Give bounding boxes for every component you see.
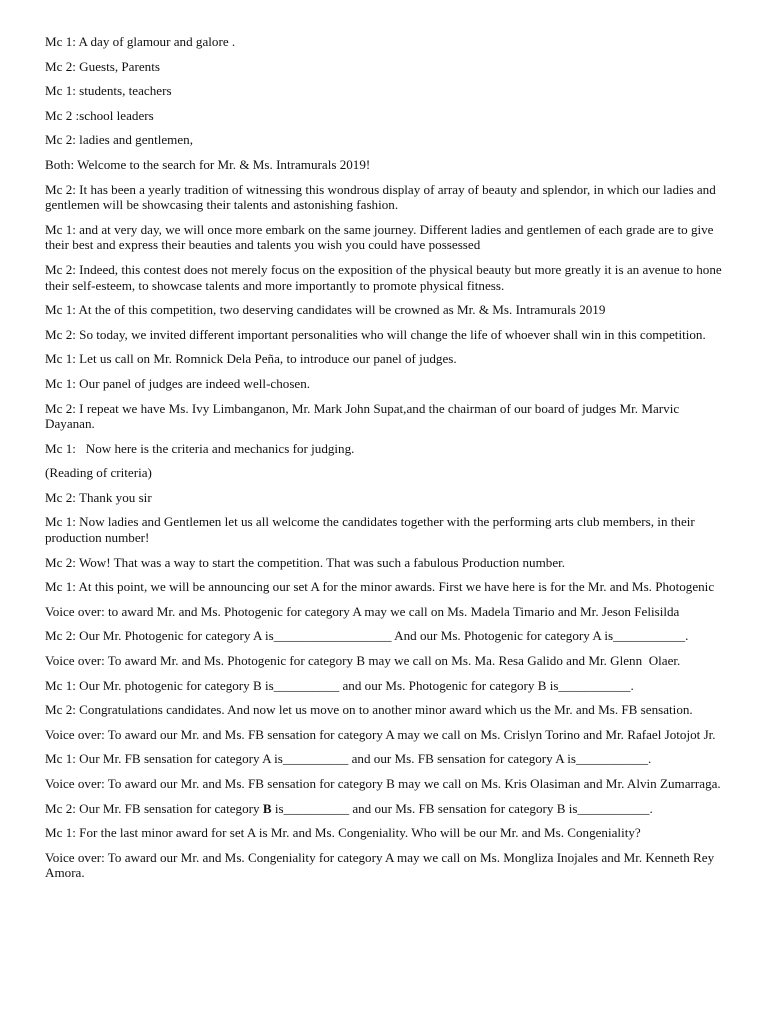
paragraph: Voice over: to award Mr. and Ms. Photogenic for category A may we call on Ms. Madela Timario and Mr. Jeson Felisilda (45, 603, 680, 619)
paragraph: Mc 2: Congratulations candidates. And now let us move on to another minor award which us the Mr. and Ms. FB sensation. (45, 702, 693, 718)
paragraph: Mc 2: Guests, Parents (45, 58, 160, 74)
paragraph: Mc 2: So today, we invited different important personalities who will change the life of whoever shall win in this competition. (45, 326, 706, 342)
paragraph: Voice over: To award our Mr. and Ms. FB sensation for category A may we call on Ms. Crislyn Torino and Mr. Rafael Jotojot Jr. (45, 726, 716, 742)
paragraph: Mc 1: At the of this competition, two deserving candidates will be crowned as Mr. & Ms. Intramurals 2019 (45, 302, 606, 318)
paragraph: Mc 2 :school leaders (45, 107, 154, 123)
paragraph-text: Mc 2: Our Mr. FB sensation for category (45, 800, 263, 816)
paragraph: Mc 2: ladies and gentlemen, (45, 132, 193, 148)
paragraph: Mc 1: For the last minor award for set A is Mr. and Ms. Congeniality. Who will be our Mr. and Ms. Congeniality? (45, 825, 641, 841)
paragraph-text: is__________ and our Ms. FB sensation for category B is___________. (271, 800, 653, 816)
paragraph: Voice over: To award our Mr. and Ms. Congeniality for category A may we call on Ms. Mongliza Inojales and Mr. Kenneth Rey Amora. (45, 849, 717, 881)
paragraph: Mc 1: Let us call on Mr. Romnick Dela Peña, to introduce our panel of judges. (45, 351, 457, 367)
paragraph: Mc 1: students, teachers (45, 83, 172, 99)
paragraph: Mc 1: A day of glamour and galore . (45, 34, 236, 49)
paragraph: Mc 1: At this point, we will be announcing our set A for the minor awards. First we have here is for the Mr. and Ms. Photogenic (45, 579, 715, 595)
paragraph: Voice over: To award Mr. and Ms. Photogenic for category B may we call on Ms. Ma. Resa Galido and Mr. Glenn Olaer. (45, 653, 681, 669)
paragraph: Mc 1: Now here is the criteria and mechanics for judging. (45, 440, 355, 456)
paragraph: Mc 1: Our Mr. FB sensation for category A is__________ and our Ms. FB sensation for category A is___________. (45, 751, 652, 767)
paragraph: Mc 1: Our Mr. photogenic for category B is__________ and our Ms. Photogenic for category B is___________. (45, 677, 634, 693)
paragraph: Mc 2: Wow! That was a way to start the competition. That was such a fabulous Production number. (45, 554, 566, 570)
paragraph: Both: Welcome to the search for Mr. & Ms. Intramurals 2019! (45, 156, 371, 172)
paragraph: (Reading of criteria) (45, 465, 152, 481)
paragraph: Mc 2: I repeat we have Ms. Ivy Limbanganon, Mr. Mark John Supat,and the chairman of our board of judges Mr. Marvic Dayanan. (45, 400, 683, 432)
paragraph: Mc 2: Our Mr. Photogenic for category A is__________________ And our Ms. Photogenic for category A is___________. (45, 628, 689, 644)
paragraph: Mc 2: It has been a yearly tradition of witnessing this wondrous display of array of beauty and splendor, in which our ladies and gentlemen will be showcasing their talents and astonishing fashion. (45, 181, 720, 213)
paragraph: Mc 2: Indeed, this contest does not merely focus on the exposition of the physical beauty but more greatly it is an avenue to hone their self-esteem, to showcase talents and more importantly to promote physical fitness. (45, 261, 725, 293)
paragraph: Mc 1: Now ladies and Gentlemen let us all welcome the candidates together with the performing arts club members, in their production number! (45, 514, 699, 546)
paragraph (45, 801, 728, 817)
bold-category-letter: B (262, 800, 272, 816)
paragraph: Voice over: To award our Mr. and Ms. FB sensation for category B may we call on Ms. Kris Olasiman and Mr. Alvin Zumarraga. (45, 776, 721, 791)
paragraph: Mc 1: and at very day, we will once more embark on the same journey. Different ladies and gentlemen of each grade are to give their best and express their beauties and talents you wish you could have possessed (45, 221, 717, 253)
paragraph: Mc 2: Thank you sir (45, 489, 152, 505)
paragraph: Mc 1: Our panel of judges are indeed well-chosen. (45, 375, 311, 391)
